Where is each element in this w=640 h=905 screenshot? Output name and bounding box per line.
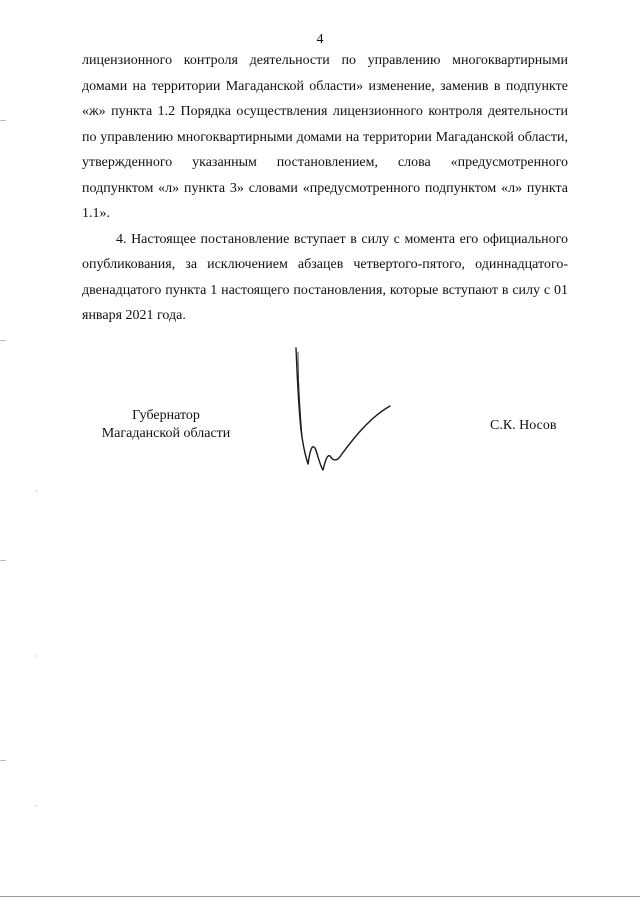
signatory-name: С.К. Носов bbox=[490, 418, 557, 433]
scan-speck bbox=[36, 490, 37, 492]
scan-edge-mark bbox=[0, 340, 6, 341]
page-number: 4 bbox=[316, 32, 324, 47]
scan-edge-mark bbox=[0, 120, 6, 121]
scan-edge-mark bbox=[0, 760, 6, 761]
scan-edge-mark bbox=[0, 560, 6, 561]
handwritten-signature bbox=[284, 340, 394, 480]
scan-speck bbox=[36, 805, 37, 807]
scan-speck bbox=[36, 655, 37, 657]
signatory-title-line2: Магаданской области bbox=[101, 426, 231, 441]
signatory-title-line1: Губернатор bbox=[132, 408, 200, 423]
scan-bottom-edge bbox=[0, 896, 640, 897]
signatory-title bbox=[80, 407, 252, 443]
document-body bbox=[82, 48, 568, 329]
paragraph-item-4: 4. Настоящее постановление вступает в силу с момента его официального опубликования, за исключением абзацев четвертого-пятого, одиннадцатого-двенадцатого пункта 1 настоящего постановления, которые вступают в силу с 01 января 2021 года. bbox=[82, 231, 568, 323]
paragraph-continuation: лицензионного контроля деятельности по управлению многоквартирными домами на территории Магаданской области» изменение, заменив в подпункте «ж» пункта 1.2 Порядка осуществления лицензионного контроля деятельности по управлению многоквартирными домами на территории Магаданской области, утвержденного указанным постановлением, слова «предусмотренного подпунктом «л» пункта 3» словами «предусмотренного подпунктом «л» пункта 1.1». bbox=[82, 53, 568, 221]
